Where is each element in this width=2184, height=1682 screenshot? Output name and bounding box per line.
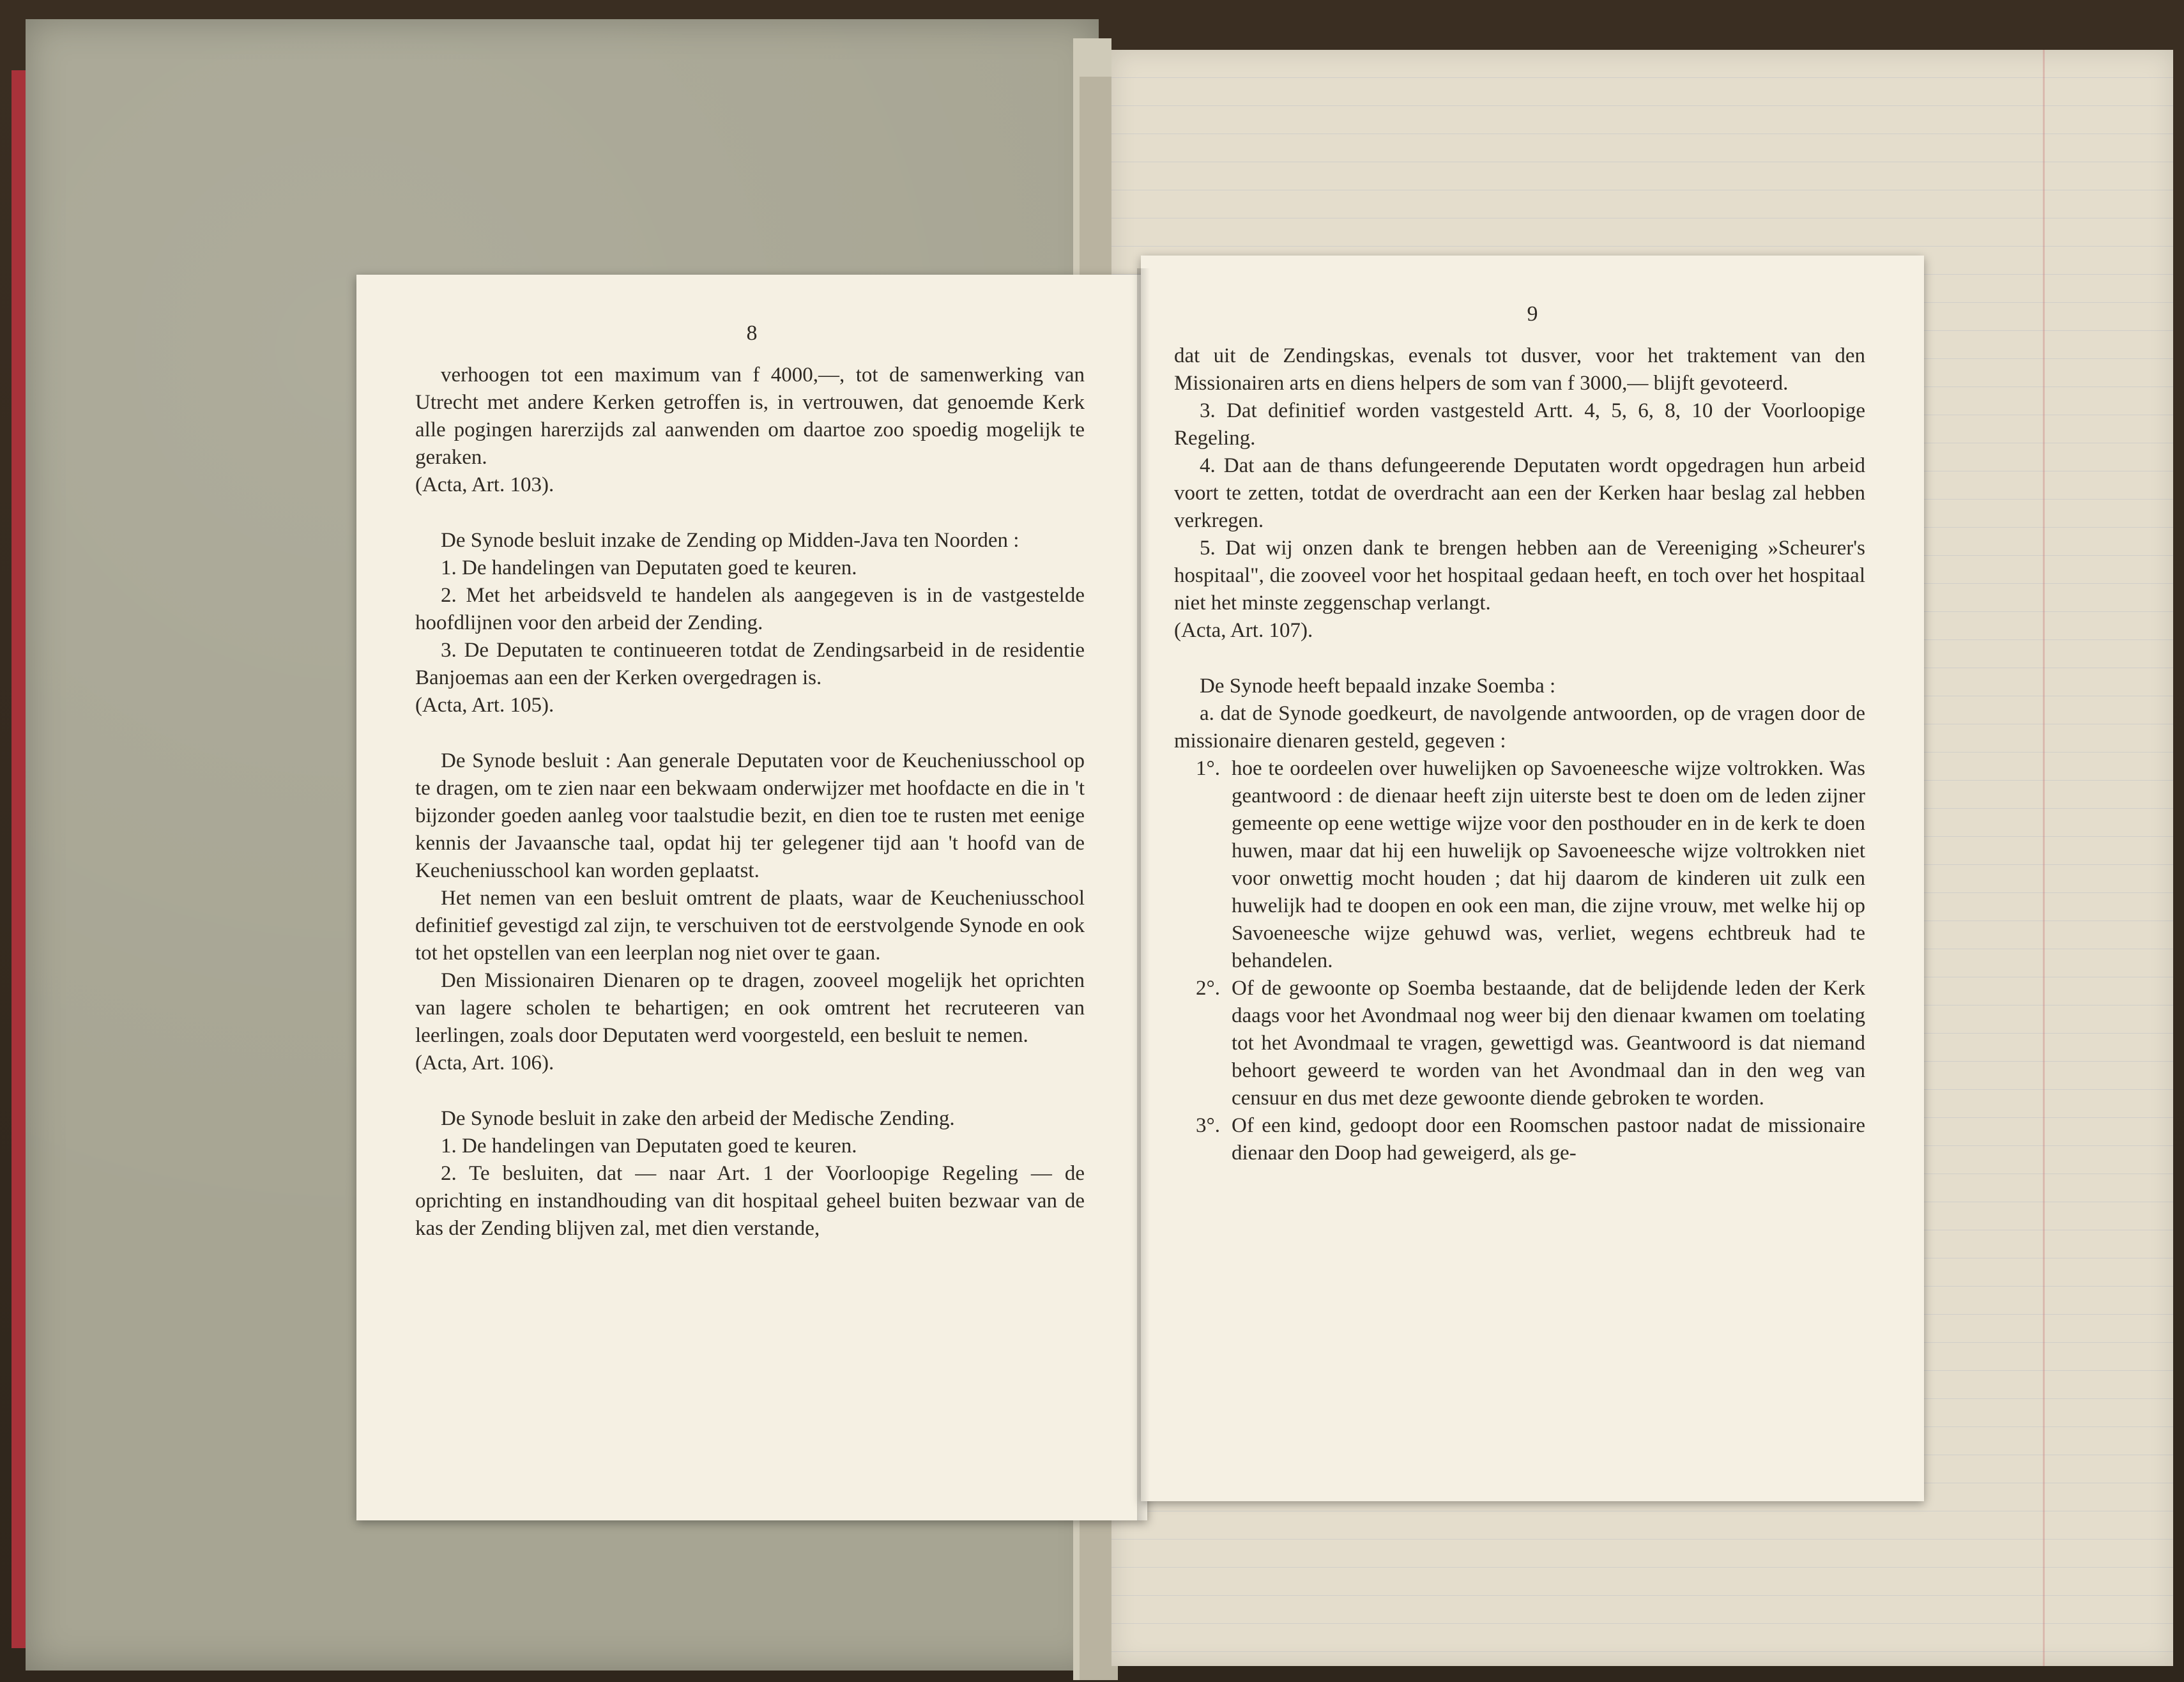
acta-reference: (Acta, Art. 106). — [415, 1051, 554, 1074]
acta-reference: (Acta, Art. 105). — [415, 694, 554, 717]
page-number: 8 — [746, 321, 758, 345]
item-number: 1°. — [1196, 757, 1220, 780]
paragraph: 1. De handelingen van Deputaten goed te keuren. — [441, 1135, 857, 1158]
paragraph: 2. Met het arbeidsveld te handelen als aangegeven is in de vastgestelde hoofdlijnen voor den arbeid der Zending. — [415, 584, 1085, 634]
paragraph: dat uit de Zendingskas, evenals tot dusver, voor het traktement van den Missionairen arts en diens helpers de som van f 3000,— blijft gevoteerd. — [1174, 344, 1865, 395]
numbered-item — [1174, 755, 1865, 975]
acta-reference: (Acta, Art. 107). — [1174, 619, 1313, 642]
paragraph-gap — [415, 499, 1085, 527]
paragraph: 4. Dat aan de thans defungeerende Deputaten wordt opgedragen hun arbeid voort te zetten, totdat de overdracht aan een der Kerken haar beslag zal hebben verkregen. — [1174, 454, 1865, 532]
paragraph: De Synode besluit in zake den arbeid der Medische Zending. — [441, 1107, 955, 1130]
paragraph: verhoogen tot een maximum van f 4000,—, tot de samenwerking van Utrecht met andere Kerken getroffen is, in vertrouwen, dat genoemde Kerk alle pogingen harerzijds zal aanwenden om daartoe zoo spoedig mogelijk te geraken. — [415, 363, 1085, 469]
item-number: 2°. — [1196, 977, 1220, 1000]
paragraph: De Synode besluit inzake de Zending op Midden-Java ten Noorden : — [441, 529, 1019, 552]
endpaper-margin-line — [2043, 50, 2045, 1666]
paragraph: De Synode heeft bepaald inzake Soemba : — [1200, 675, 1556, 698]
left-page-text — [415, 362, 1085, 1242]
item-text: Of de gewoonte op Soemba bestaande, dat de belijdende leden der Kerk daags voor het Avondmaal nog weer bij den dienaar kwamen om toelating tot het Avondmaal te vragen, gewettigd was. Geantwoord is dat niemand behoort geweerd te worden van het Avondmaal dan in den weg van censuur en dus met deze gewoonte diende gebroken te worden. — [1232, 977, 1865, 1110]
item-text: Of een kind, gedoopt door een Roomschen pastoor nadat de missionaire dienaar den Doop had geweigerd, als ge- — [1232, 1114, 1865, 1165]
paragraph: De Synode besluit : Aan generale Deputaten voor de Keucheniusschool op te dragen, om te zien naar een bekwaam onderwijzer met hoofdacte en die in 't bijzonder goeden aanleg voor taalstudie bezit, en dien toe te rusten met eenige kennis der Javaansche taal, opdat hij ter gelegener tijd aan 't hoofd van de Keucheniusschool kan worden geplaatst. — [415, 749, 1085, 882]
item-text: hoe te oordeelen over huwelijken op Savoeneesche wijze voltrokken. Was geantwoord : de dienaar heeft zijn uiterste best te doen om de leden zijner gemeente op eene wettige wijze voor den posthouder en in de kerk te doen huwen, maar dat hij een huwelijk op Savoeneesche wijze voltrokken niet voor onwettig mocht houden ; dat hij daarom de kinderen uit zulk een huwelijk had te doopen en ook een man, die zijne vrouw, met welke hij op Savoeneesche wijze gehuwd was, verliet, wegens echtbreuk had te behandelen. — [1232, 757, 1865, 972]
item-number: 3°. — [1196, 1114, 1220, 1137]
paragraph-gap — [415, 1077, 1085, 1105]
paragraph: Het nemen van een besluit omtrent de plaats, waar de Keucheniusschool definitief gevestigd zal zijn, te verschuiven tot de eerstvolgende Synode en ook tot het opstellen van een leerplan nog niet over te gaan. — [415, 887, 1085, 965]
numbered-item — [1174, 1112, 1865, 1167]
paragraph-gap — [415, 719, 1085, 747]
paragraph: Den Missionairen Dienaren op te dragen, zooveel mogelijk het oprichten van lagere scholen te behartigen; en ook omtrent het recruteeren van leerlingen, zoals door Deputaten werd voorgesteld, een besluit te nemen. — [415, 969, 1085, 1047]
right-page — [1141, 256, 1924, 1501]
acta-reference: (Acta, Art. 103). — [415, 473, 554, 496]
paragraph: 2. Te besluiten, dat — naar Art. 1 der Voorloopige Regeling — de oprichting en instandhouding van dit hospitaal geheel buiten bezwaar van de kas der Zending blijven zal, met dien verstande, — [415, 1162, 1085, 1240]
paragraph: 3. De Deputaten te continueeren totdat de Zendingsarbeid in de residentie Banjoemas aan een der Kerken overgedragen is. — [415, 639, 1085, 689]
page-number: 9 — [1527, 302, 1538, 326]
paragraph: 1. De handelingen van Deputaten goed te keuren. — [441, 556, 857, 579]
paragraph: a. dat de Synode goedkeurt, de navolgende antwoorden, op de vragen door de missionaire dienaren gesteld, gegeven : — [1174, 702, 1865, 753]
right-page-text — [1174, 342, 1865, 1167]
paragraph-gap — [1174, 645, 1865, 673]
left-page — [356, 275, 1147, 1520]
numbered-item — [1174, 975, 1865, 1112]
paragraph: 3. Dat definitief worden vastgesteld Artt. 4, 5, 6, 8, 10 der Voorloopige Regeling. — [1174, 399, 1865, 450]
paragraph: 5. Dat wij onzen dank te brengen hebben aan de Vereeniging »Scheurer's hospitaal", die zooveel voor het hospitaal gedaan heeft, en toch over het hospitaal niet het minste zeggenschap verlangt. — [1174, 537, 1865, 615]
page-fold-shadow — [1137, 268, 1150, 1520]
